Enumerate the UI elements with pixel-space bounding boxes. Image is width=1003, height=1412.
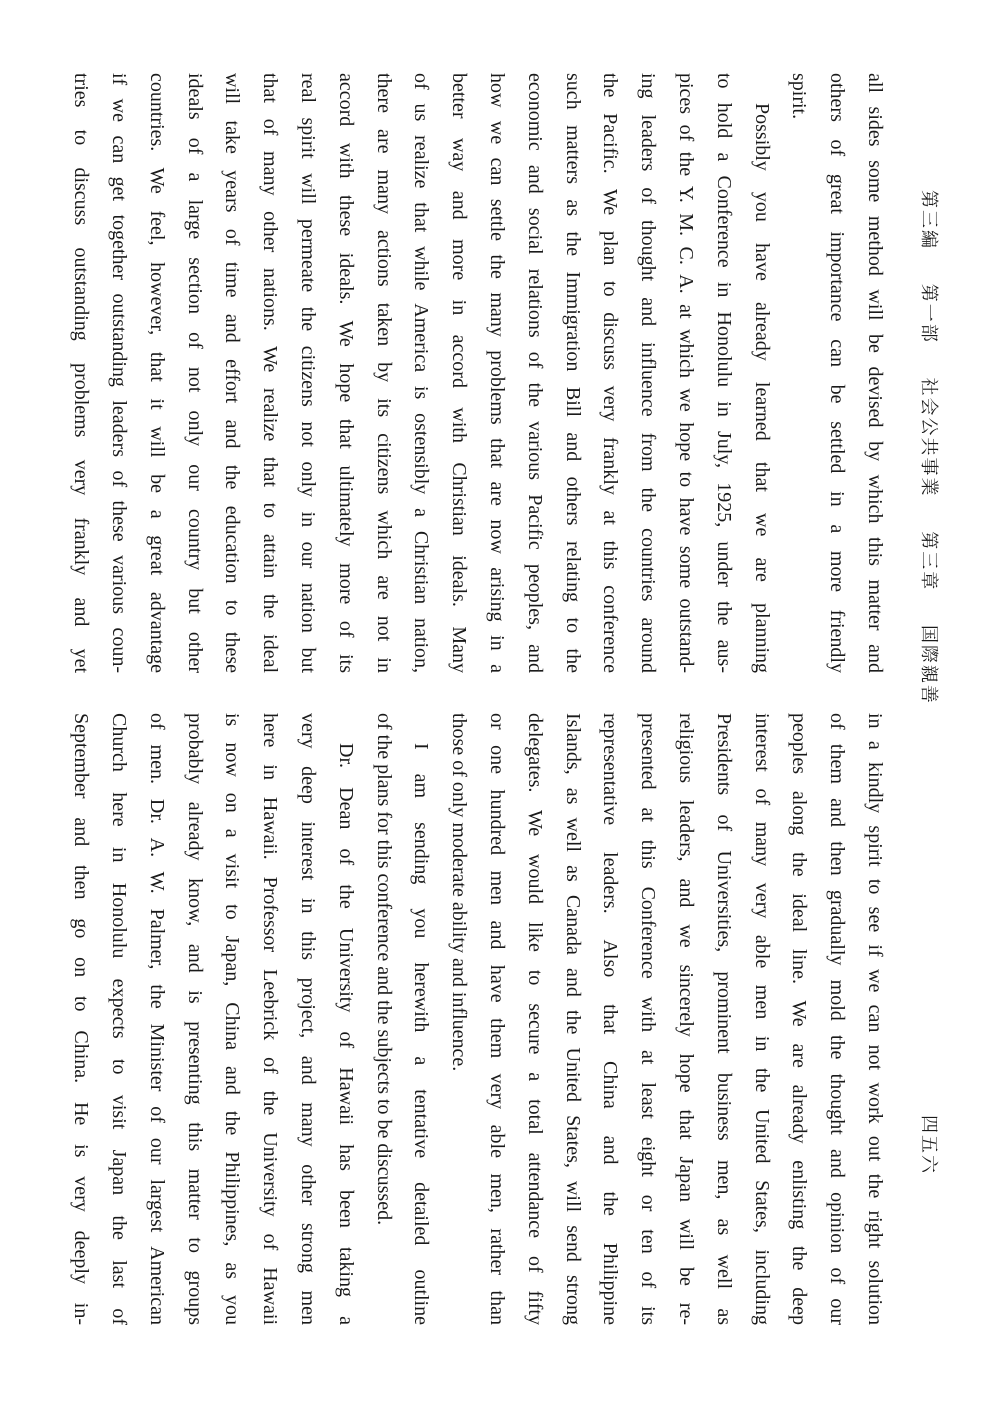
text-line: how we can settle the many problems that are now arising in a <box>486 73 509 673</box>
text-line: representative leaders. Also that China and the Philippine <box>599 713 622 1325</box>
left-text-column <box>61 73 893 673</box>
text-line: tries to discuss outstanding problems very frankly and yet <box>70 73 93 673</box>
text-line: September and then go on to China. He is very deeply in- <box>70 713 93 1325</box>
text-line: will take years of time and effort and the education to these <box>221 73 244 673</box>
text-line: economic and social relations of the various Pacific peoples, and <box>523 73 546 673</box>
text-line: there are many actions taken by its citizens which are not in <box>372 73 395 673</box>
right-text-column <box>61 713 893 1325</box>
text-line: of the plans for this conference and the subjects to be discussed. <box>372 713 395 1226</box>
text-line: very deep interest in this project, and many other strong men <box>297 713 320 1325</box>
running-head <box>917 190 943 731</box>
text-line: interest of many very able men in the United States, including <box>750 713 773 1325</box>
text-line: countries. We feel, however, that it will be a great advantage <box>145 73 168 673</box>
chapter-title: 国際親善 <box>918 624 939 705</box>
text-line: religious leaders, and we sincerely hope that Japan will be re- <box>675 713 698 1325</box>
text-line: spirit. <box>788 73 811 120</box>
text-line: Dr. Dean of the University of Hawaii has been taking a <box>334 743 357 1325</box>
text-line: others of great importance can be settled in a more friendly <box>826 73 849 673</box>
text-line: of men. Dr. A. W. Palmer, the Minister of our largest American <box>145 713 168 1325</box>
text-line: of us realize that while America is ostensibly a Christian nation, <box>410 73 433 673</box>
text-line: real spirit will permeate the citizens not only in our nation but <box>297 73 320 673</box>
text-line: pices of the Y. M. C. A. at which we hope to have some outstand- <box>675 73 698 673</box>
text-line: Presidents of Universities, prominent business men, as well as <box>712 713 735 1325</box>
text-line: ing leaders of thought and influence from the countries around <box>637 73 660 673</box>
text-line: those of only moderate ability and influence. <box>448 713 471 1072</box>
text-line: accord with these ideals. We hope that ultimately more of its <box>334 73 357 673</box>
text-line: peoples along the ideal line. We are already enlisting the deep <box>788 713 811 1325</box>
text-line: Islands, as well as Canada and the United States, will send strong <box>561 713 584 1325</box>
text-line: I am sending you herewith a tentative detailed outline <box>410 743 433 1325</box>
part-label: 第三編 <box>918 190 939 250</box>
text-line: delegates. We would like to secure a total attendance of fifty <box>523 713 546 1325</box>
text-line: better way and more in accord with Christian ideals. Many <box>448 73 471 673</box>
text-line: such matters as the Immigration Bill and others relating to the <box>561 73 584 673</box>
page-number: 四五六 <box>918 1115 939 1175</box>
text-line: or one hundred men and have them very able men, rather than <box>486 713 509 1325</box>
text-line: Church here in Honolulu expects to visit Japan the last of <box>108 713 131 1325</box>
text-line: probably already know, and is presenting this matter to groups <box>183 713 206 1325</box>
text-line: in a kindly spirit to see if we can not work out the right solution <box>864 713 886 1325</box>
text-line: ideals of a large section of not only our country but other <box>183 73 206 673</box>
text-line: to hold a Conference in Honolulu in July, 1925, under the aus- <box>712 73 735 673</box>
section-title: 社会公共事業 <box>918 377 939 498</box>
text-line: Possibly you have already learned that we are planning <box>750 103 773 673</box>
text-line: if we can get together outstanding leaders of these various coun- <box>108 73 131 673</box>
text-line: of them and then gradually mold the thought and opinion of our <box>826 713 849 1325</box>
chapter-label: 第三章 <box>918 531 939 592</box>
text-line: presented at this Conference with at least eight or ten of its <box>637 713 660 1325</box>
text-line: that of many other nations. We realize that to attain the ideal <box>259 73 282 673</box>
text-line: here in Hawaii. Professor Leebrick of the University of Hawaii <box>259 713 282 1325</box>
section-label: 第一部 <box>918 283 939 344</box>
text-line: is now on a visit to Japan, China and the Philippines, as you <box>221 713 244 1325</box>
text-line: the Pacific. We plan to discuss very frankly at this conference <box>599 73 622 673</box>
text-line: all sides some method will be devised by which this matter and <box>864 73 886 673</box>
